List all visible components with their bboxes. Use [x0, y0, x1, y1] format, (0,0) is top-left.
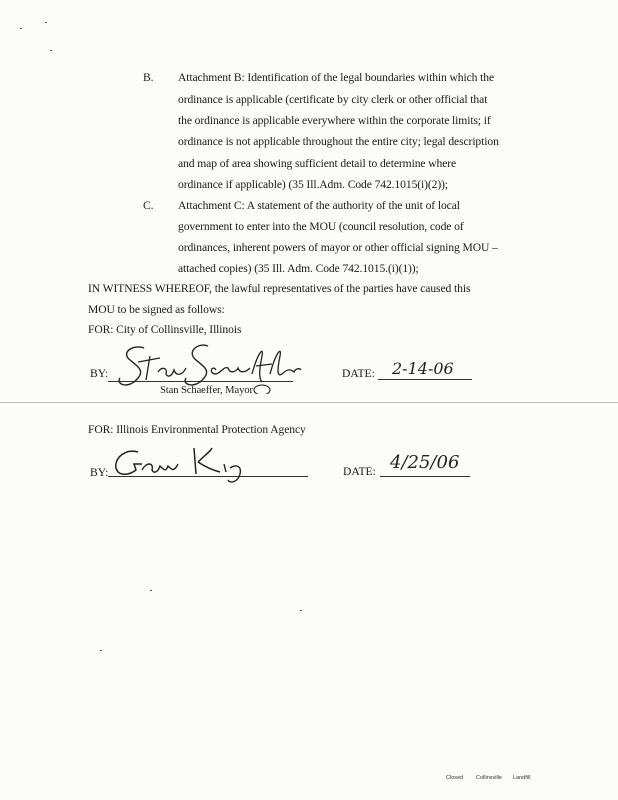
- party1-date-label: DATE:: [342, 367, 375, 380]
- party2-by-label: BY:: [90, 466, 109, 479]
- party2-signature: [112, 444, 252, 490]
- footer-text: Closed: [446, 775, 464, 781]
- scan-speck: [150, 590, 152, 591]
- item-b-line: ordinance if applicable) (35 Ill.Adm. Code 742.1015(i)(2));: [178, 178, 449, 191]
- item-c-line: Attachment C: A statement of the authority of the unit of local: [178, 199, 460, 212]
- scan-speck: [45, 22, 47, 23]
- item-b-line: and map of area showing sufficient detail to determine where: [178, 157, 457, 170]
- item-b-letter: B.: [143, 71, 154, 84]
- party2-date-value: 4/25/06: [390, 452, 460, 473]
- party1-signer-name: Stan Schaeffer, Mayor: [160, 385, 253, 396]
- section-divider: [0, 402, 618, 403]
- party1-date-line: [378, 379, 472, 380]
- witness-line: MOU to be signed as follows:: [88, 303, 225, 316]
- item-b-line: ordinance is applicable (certificate by city clerk or other official that: [178, 93, 488, 106]
- footer-text: Landfill: [513, 775, 531, 781]
- item-b-line: the ordinance is applicable everywhere within the corporate limits; if: [178, 114, 491, 127]
- party2-date-line: [380, 476, 470, 477]
- footer-text: Collinsville: [476, 775, 502, 781]
- item-c-line: attached copies) (35 Ill. Adm. Code 742.1015.(i)(1));: [178, 262, 419, 275]
- party1-date-value: 2-14-06: [392, 359, 454, 378]
- scan-speck: [50, 50, 52, 51]
- scan-speck: [20, 28, 22, 29]
- item-c-letter: C.: [143, 199, 154, 212]
- item-c-line: ordinances, inherent powers of mayor or other official signing MOU –: [178, 241, 498, 254]
- party1-for: FOR: City of Collinsville, Illinois: [88, 323, 242, 336]
- party2-for: FOR: Illinois Environmental Protection Agency: [88, 423, 306, 436]
- scan-speck: [300, 610, 302, 611]
- party2-date-label: DATE:: [343, 465, 376, 478]
- item-b-line: Attachment B: Identification of the legal boundaries within which the: [178, 71, 495, 84]
- party1-by-label: BY:: [90, 367, 109, 380]
- item-b-line: ordinance is not applicable throughout the entire city; legal description: [178, 135, 499, 148]
- witness-line: IN WITNESS WHEREOF, the lawful representatives of the parties have caused this: [88, 282, 471, 295]
- scan-speck: [100, 650, 102, 651]
- item-c-line: government to enter into the MOU (council resolution, code of: [178, 220, 464, 233]
